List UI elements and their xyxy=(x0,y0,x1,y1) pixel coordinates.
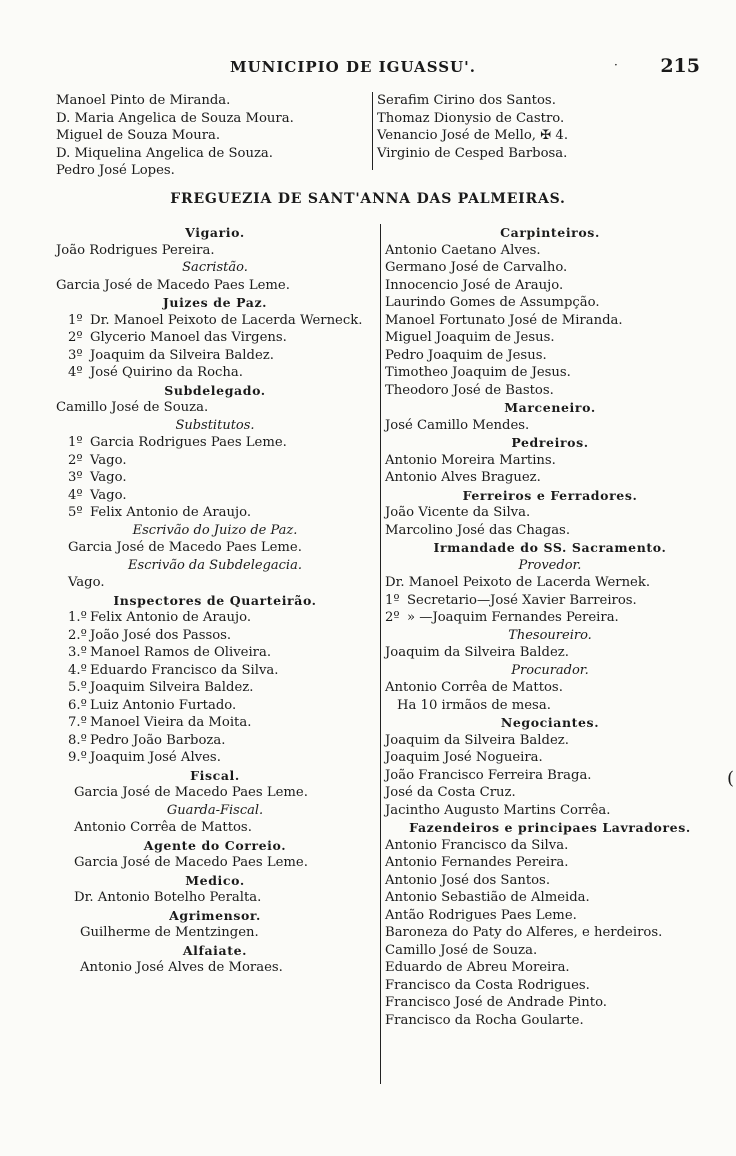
list-item: D. Maria Angelica de Souza Moura. xyxy=(56,110,294,126)
heading-medico: Medico. xyxy=(185,872,245,888)
irmaos-note: Ha 10 irmãos de mesa. xyxy=(397,697,551,713)
heading-irmandade: Irmandade do SS. Sacramento. xyxy=(433,540,667,555)
heading-negociantes: Negociantes. xyxy=(500,715,600,730)
heading-substitutos: Substitutos. xyxy=(175,417,255,433)
list-item: Marcolino José das Chagas. xyxy=(385,522,571,538)
list-item: Timotheo Joaquim de Jesus. xyxy=(385,365,571,380)
heading-carpinteiros: Carpinteiros. xyxy=(500,225,600,240)
list-item: 3.º Manoel Ramos de Oliveira. xyxy=(68,645,272,660)
heading-ferreiros: Ferreiros e Ferradores. xyxy=(462,487,638,503)
list-item: Germano José de Carvalho. xyxy=(385,260,568,275)
agente-name: Garcia José de Macedo Paes Leme. xyxy=(74,855,308,870)
left-column xyxy=(56,224,374,977)
list-item: Manoel Fortunato José de Miranda. xyxy=(385,312,623,328)
list-item: Virginio de Cesped Barbosa. xyxy=(377,145,568,161)
alfaiate-name: Antonio José Alves de Moraes. xyxy=(80,960,283,975)
section-title: FREGUEZIA DE SANT'ANNA DAS PALMEIRAS. xyxy=(170,191,566,207)
vigario-name: João Rodrigues Pereira. xyxy=(56,242,215,258)
list-item: 2º Vago. xyxy=(68,452,127,468)
list-item: Miguel Joaquim de Jesus. xyxy=(385,330,555,345)
list-item: 5º Felix Antonio de Araujo. xyxy=(68,505,252,520)
heading-subdelegado: Subdelegado. xyxy=(164,382,266,398)
heading-thesoureiro: Thesoureiro. xyxy=(508,627,592,643)
secretario-2: 2º » —Joaquim Fernandes Pereira. xyxy=(385,610,619,625)
list-item: 1º Dr. Manoel Peixoto de Lacerda Werneck. xyxy=(68,312,363,328)
list-item: Serafim Cirino dos Santos. xyxy=(377,93,556,108)
list-item: Francisco da Rocha Goularte. xyxy=(385,1012,584,1028)
list-item: Thomaz Dionysio de Castro. xyxy=(377,110,565,126)
list-item: 5.º Joaquim Silveira Baldez. xyxy=(68,680,254,695)
heading-inspectores: Inspectores de Quarteirão. xyxy=(113,592,317,608)
heading-alfaiate: Alfaiate. xyxy=(182,942,248,958)
list-item: 2.º João José dos Passos. xyxy=(68,627,232,643)
header-title: MUNICIPIO DE IGUASSU'. xyxy=(230,58,476,76)
list-item: Antonio Alves Braguez. xyxy=(385,470,541,485)
heading-escrivao-subdelegacia: Escrivão da Subdelegacia. xyxy=(128,557,302,573)
list-item: D. Miquelina Angelica de Souza. xyxy=(56,145,273,161)
list-item: Antonio Francisco da Silva. xyxy=(385,837,569,853)
list-item: João Vicente da Silva. xyxy=(385,505,531,520)
agrimensor-name: Guilherme de Mentzingen. xyxy=(80,925,259,940)
secretario-1: 1º Secretario—José Xavier Barreiros. xyxy=(385,592,637,608)
list-item: 3º Vago. xyxy=(68,470,127,485)
medico-name: Dr. Antonio Botelho Peralta. xyxy=(74,890,262,905)
page-header xyxy=(230,55,700,84)
heading-procurador: Procurador. xyxy=(511,662,589,678)
list-item: 4.º Eduardo Francisco da Silva. xyxy=(68,662,279,678)
list-item: 7.º Manoel Vieira da Moita. xyxy=(68,715,252,730)
list-item: José da Costa Cruz. xyxy=(385,785,516,800)
list-item: Antonio José dos Santos. xyxy=(385,872,551,888)
top-left-column xyxy=(56,92,368,180)
list-item: 6.º Luiz Antonio Furtado. xyxy=(68,697,237,713)
print-speck: · xyxy=(614,58,618,72)
top-list xyxy=(0,92,736,184)
sacristao-name: Garcia José de Macedo Paes Leme. xyxy=(56,277,290,293)
escrivao-subdelegacia-name: Vago. xyxy=(68,575,105,590)
guarda-fiscal-name: Antonio Corrêa de Mattos. xyxy=(74,820,252,835)
list-item: Theodoro José de Bastos. xyxy=(385,382,554,398)
margin-mark: ( xyxy=(727,768,735,789)
list-item: Eduardo de Abreu Moreira. xyxy=(385,960,570,975)
heading-escrivao-juizo: Escrivão do Juizo de Paz. xyxy=(132,522,298,538)
heading-marceneiro: Marceneiro. xyxy=(504,400,596,415)
heading-fazendeiros: Fazendeiros e principaes Lavradores. xyxy=(409,820,691,835)
list-item: João Francisco Ferreira Braga. xyxy=(385,767,592,783)
heading-sacristao: Sacristão. xyxy=(182,260,248,275)
list-item: Jacintho Augusto Martins Corrêa. xyxy=(385,802,611,818)
heading-pedreiros: Pedreiros. xyxy=(511,435,589,450)
list-item: 1º Garcia Rodrigues Paes Leme. xyxy=(68,435,287,450)
escrivao-juizo-name: Garcia José de Macedo Paes Leme. xyxy=(68,540,302,555)
top-right-column xyxy=(372,92,697,170)
list-item: 4º José Quirino da Rocha. xyxy=(68,365,243,380)
page-number: 215 xyxy=(660,55,700,77)
list-item: Antonio Sebastião de Almeida. xyxy=(385,890,590,905)
list-item: Miguel de Souza Moura. xyxy=(56,128,221,143)
heading-guarda-fiscal: Guarda-Fiscal. xyxy=(166,802,264,818)
heading-juizes: Juizes de Paz. xyxy=(162,295,268,310)
list-item: 9.º Joaquim José Alves. xyxy=(68,750,221,765)
heading-fiscal: Fiscal. xyxy=(190,767,240,783)
provedor-name: Dr. Manoel Peixoto de Lacerda Wernek. xyxy=(385,575,651,590)
list-item: Joaquim José Nogueira. xyxy=(385,750,543,765)
right-column xyxy=(380,224,715,1084)
list-item: Antonio Caetano Alves. xyxy=(385,242,541,258)
heading-vigario: Vigario. xyxy=(185,225,245,240)
list-item: Pedro José Lopes. xyxy=(56,163,175,178)
list-item: Antonio Moreira Martins. xyxy=(385,452,556,468)
heading-provedor: Provedor. xyxy=(518,557,582,573)
list-item: Venancio José de Mello, ✠ 4. xyxy=(377,128,569,143)
list-item: Joaquim da Silveira Baldez. xyxy=(385,732,569,748)
list-item: 4º Vago. xyxy=(68,487,127,503)
list-item: Francisco da Costa Rodrigues. xyxy=(385,977,590,993)
list-item: Camillo José de Souza. xyxy=(385,942,538,958)
list-item: Laurindo Gomes de Assumpção. xyxy=(385,295,600,310)
marceneiro-name: José Camillo Mendes. xyxy=(385,417,530,433)
list-item: Antonio Fernandes Pereira. xyxy=(385,855,569,870)
list-item: Baroneza do Paty do Alferes, e herdeiros. xyxy=(385,925,663,940)
fiscal-name: Garcia José de Macedo Paes Leme. xyxy=(74,785,308,800)
list-item: 2º Glycerio Manoel das Virgens. xyxy=(68,330,287,345)
heading-agrimensor: Agrimensor. xyxy=(169,907,261,923)
procurador-name: Antonio Corrêa de Mattos. xyxy=(385,680,563,695)
list-item: 3º Joaquim da Silveira Baldez. xyxy=(68,347,274,363)
list-item: Manoel Pinto de Miranda. xyxy=(56,93,231,108)
list-item: 8.º Pedro João Barboza. xyxy=(68,732,226,748)
heading-agente: Agente do Correio. xyxy=(143,837,287,853)
list-item: Francisco José de Andrade Pinto. xyxy=(385,995,607,1010)
thesoureiro-name: Joaquim da Silveira Baldez. xyxy=(385,645,569,660)
list-item: 1.º Felix Antonio de Araujo. xyxy=(68,610,252,625)
list-item: Innocencio José de Araujo. xyxy=(385,277,564,293)
list-item: Pedro Joaquim de Jesus. xyxy=(385,347,547,363)
list-item: Antão Rodrigues Paes Leme. xyxy=(385,907,577,923)
subdelegado-name: Camillo José de Souza. xyxy=(56,400,209,415)
